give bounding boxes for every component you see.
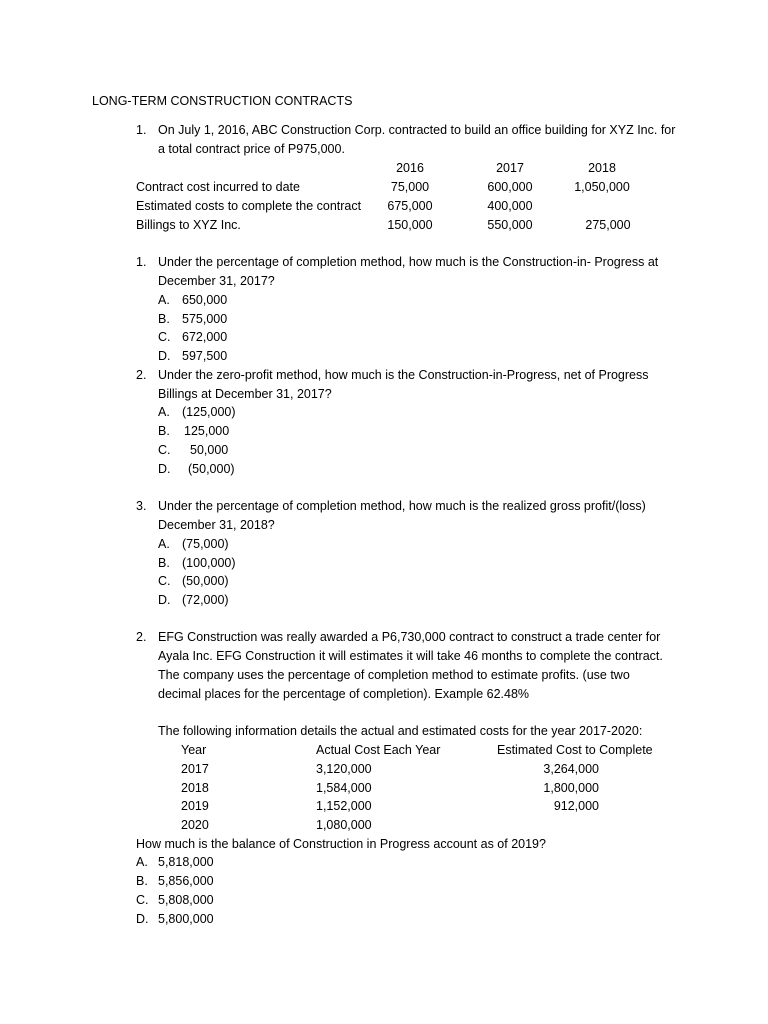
header-year: Year [181, 743, 207, 757]
problem1-line1: On July 1, 2016, ABC Construction Corp. contracted to build an office building for XYZ Inc. for [158, 123, 676, 137]
option-a: A. 650,000 [158, 293, 228, 307]
table-cell: 2017 [181, 762, 209, 776]
problem2-line: EFG Construction was really awarded a P6,730,000 contract to construct a trade center for [158, 630, 661, 644]
year-header-2017: 2017 [496, 161, 524, 175]
table-cell: 2018 [181, 781, 209, 795]
problem2-line: Ayala Inc. EFG Construction it will estimates it will take 46 months to complete the contract. [158, 649, 663, 663]
header-actual-cost: Actual Cost Each Year [316, 743, 441, 757]
table-cell: 550,000 [487, 218, 533, 232]
question-text: December 31, 2018? [158, 518, 275, 532]
problem1-number: 1. [136, 123, 147, 137]
option-d: D. 597,500 [158, 349, 228, 363]
option-a: A. 5,818,000 [136, 855, 214, 869]
option-c: C. (50,000) [158, 574, 229, 588]
problem1-line2: a total contract price of P975,000. [158, 142, 345, 156]
problem2-number: 2. [136, 630, 147, 644]
option-a: A. (75,000) [158, 537, 229, 551]
table-cell: 2020 [181, 818, 209, 832]
table-cell: 1,050,000 [574, 180, 630, 194]
question-text: Under the zero-profit method, how much is the Construction-in-Progress, net of Progress [158, 368, 649, 382]
table-cell: 1,080,000 [316, 818, 372, 832]
option-b: B. 125,000 [158, 424, 230, 438]
question-text: December 31, 2017? [158, 274, 275, 288]
question-number: 2. [136, 368, 147, 382]
problem2-line: The company uses the percentage of completion method to estimate profits. (use two [158, 668, 630, 682]
table-cell: 3,264,000 [543, 762, 599, 776]
option-d: D. (72,000) [158, 593, 229, 607]
table-cell: 600,000 [487, 180, 533, 194]
problem2-question: How much is the balance of Construction in Progress account as of 2019? [136, 837, 546, 851]
table-cell: 1,152,000 [316, 799, 372, 813]
table-cell: 275,000 [585, 218, 631, 232]
table-intro: The following information details the actual and estimated costs for the year 2017-2020: [158, 724, 643, 738]
option-c: C. 50,000 [158, 443, 229, 457]
question-text: Under the percentage of completion method, how much is the Construction-in- Progress at [158, 255, 659, 269]
option-c: C. 5,808,000 [136, 893, 214, 907]
option-d: D. (50,000) [158, 462, 235, 476]
table-cell: 2019 [181, 799, 209, 813]
option-c: C. 672,000 [158, 330, 228, 344]
document-title: LONG-TERM CONSTRUCTION CONTRACTS [92, 94, 353, 108]
row-label-billings: Billings to XYZ Inc. [136, 218, 241, 232]
question-number: 3. [136, 499, 147, 513]
row-label-cost-incurred: Contract cost incurred to date [136, 180, 300, 194]
table-cell: 1,800,000 [543, 781, 599, 795]
table-cell: 1,584,000 [316, 781, 372, 795]
table-cell: 150,000 [387, 218, 433, 232]
row-label-estimated-costs: Estimated costs to complete the contract [136, 199, 362, 213]
option-d: D. 5,800,000 [136, 912, 214, 926]
table-cell: 400,000 [487, 199, 533, 213]
table-cell: 75,000 [390, 180, 430, 194]
year-header-2018: 2018 [588, 161, 616, 175]
table-cell: 675,000 [387, 199, 433, 213]
question-text: Billings at December 31, 2017? [158, 387, 332, 401]
problem2-line: decimal places for the percentage of completion). Example 62.48% [158, 687, 530, 701]
option-a: A. (125,000) [158, 405, 236, 419]
question-text: Under the percentage of completion method, how much is the realized gross profit/(loss) [158, 499, 646, 513]
option-b: B. 5,856,000 [136, 874, 214, 888]
question-number: 1. [136, 255, 147, 269]
year-header-2016: 2016 [396, 161, 424, 175]
option-b: B. (100,000) [158, 556, 236, 570]
table-cell: 912,000 [553, 799, 599, 813]
table-cell: 3,120,000 [316, 762, 372, 776]
option-b: B. 575,000 [158, 312, 228, 326]
header-estimated-cost: Estimated Cost to Complete [497, 743, 653, 757]
